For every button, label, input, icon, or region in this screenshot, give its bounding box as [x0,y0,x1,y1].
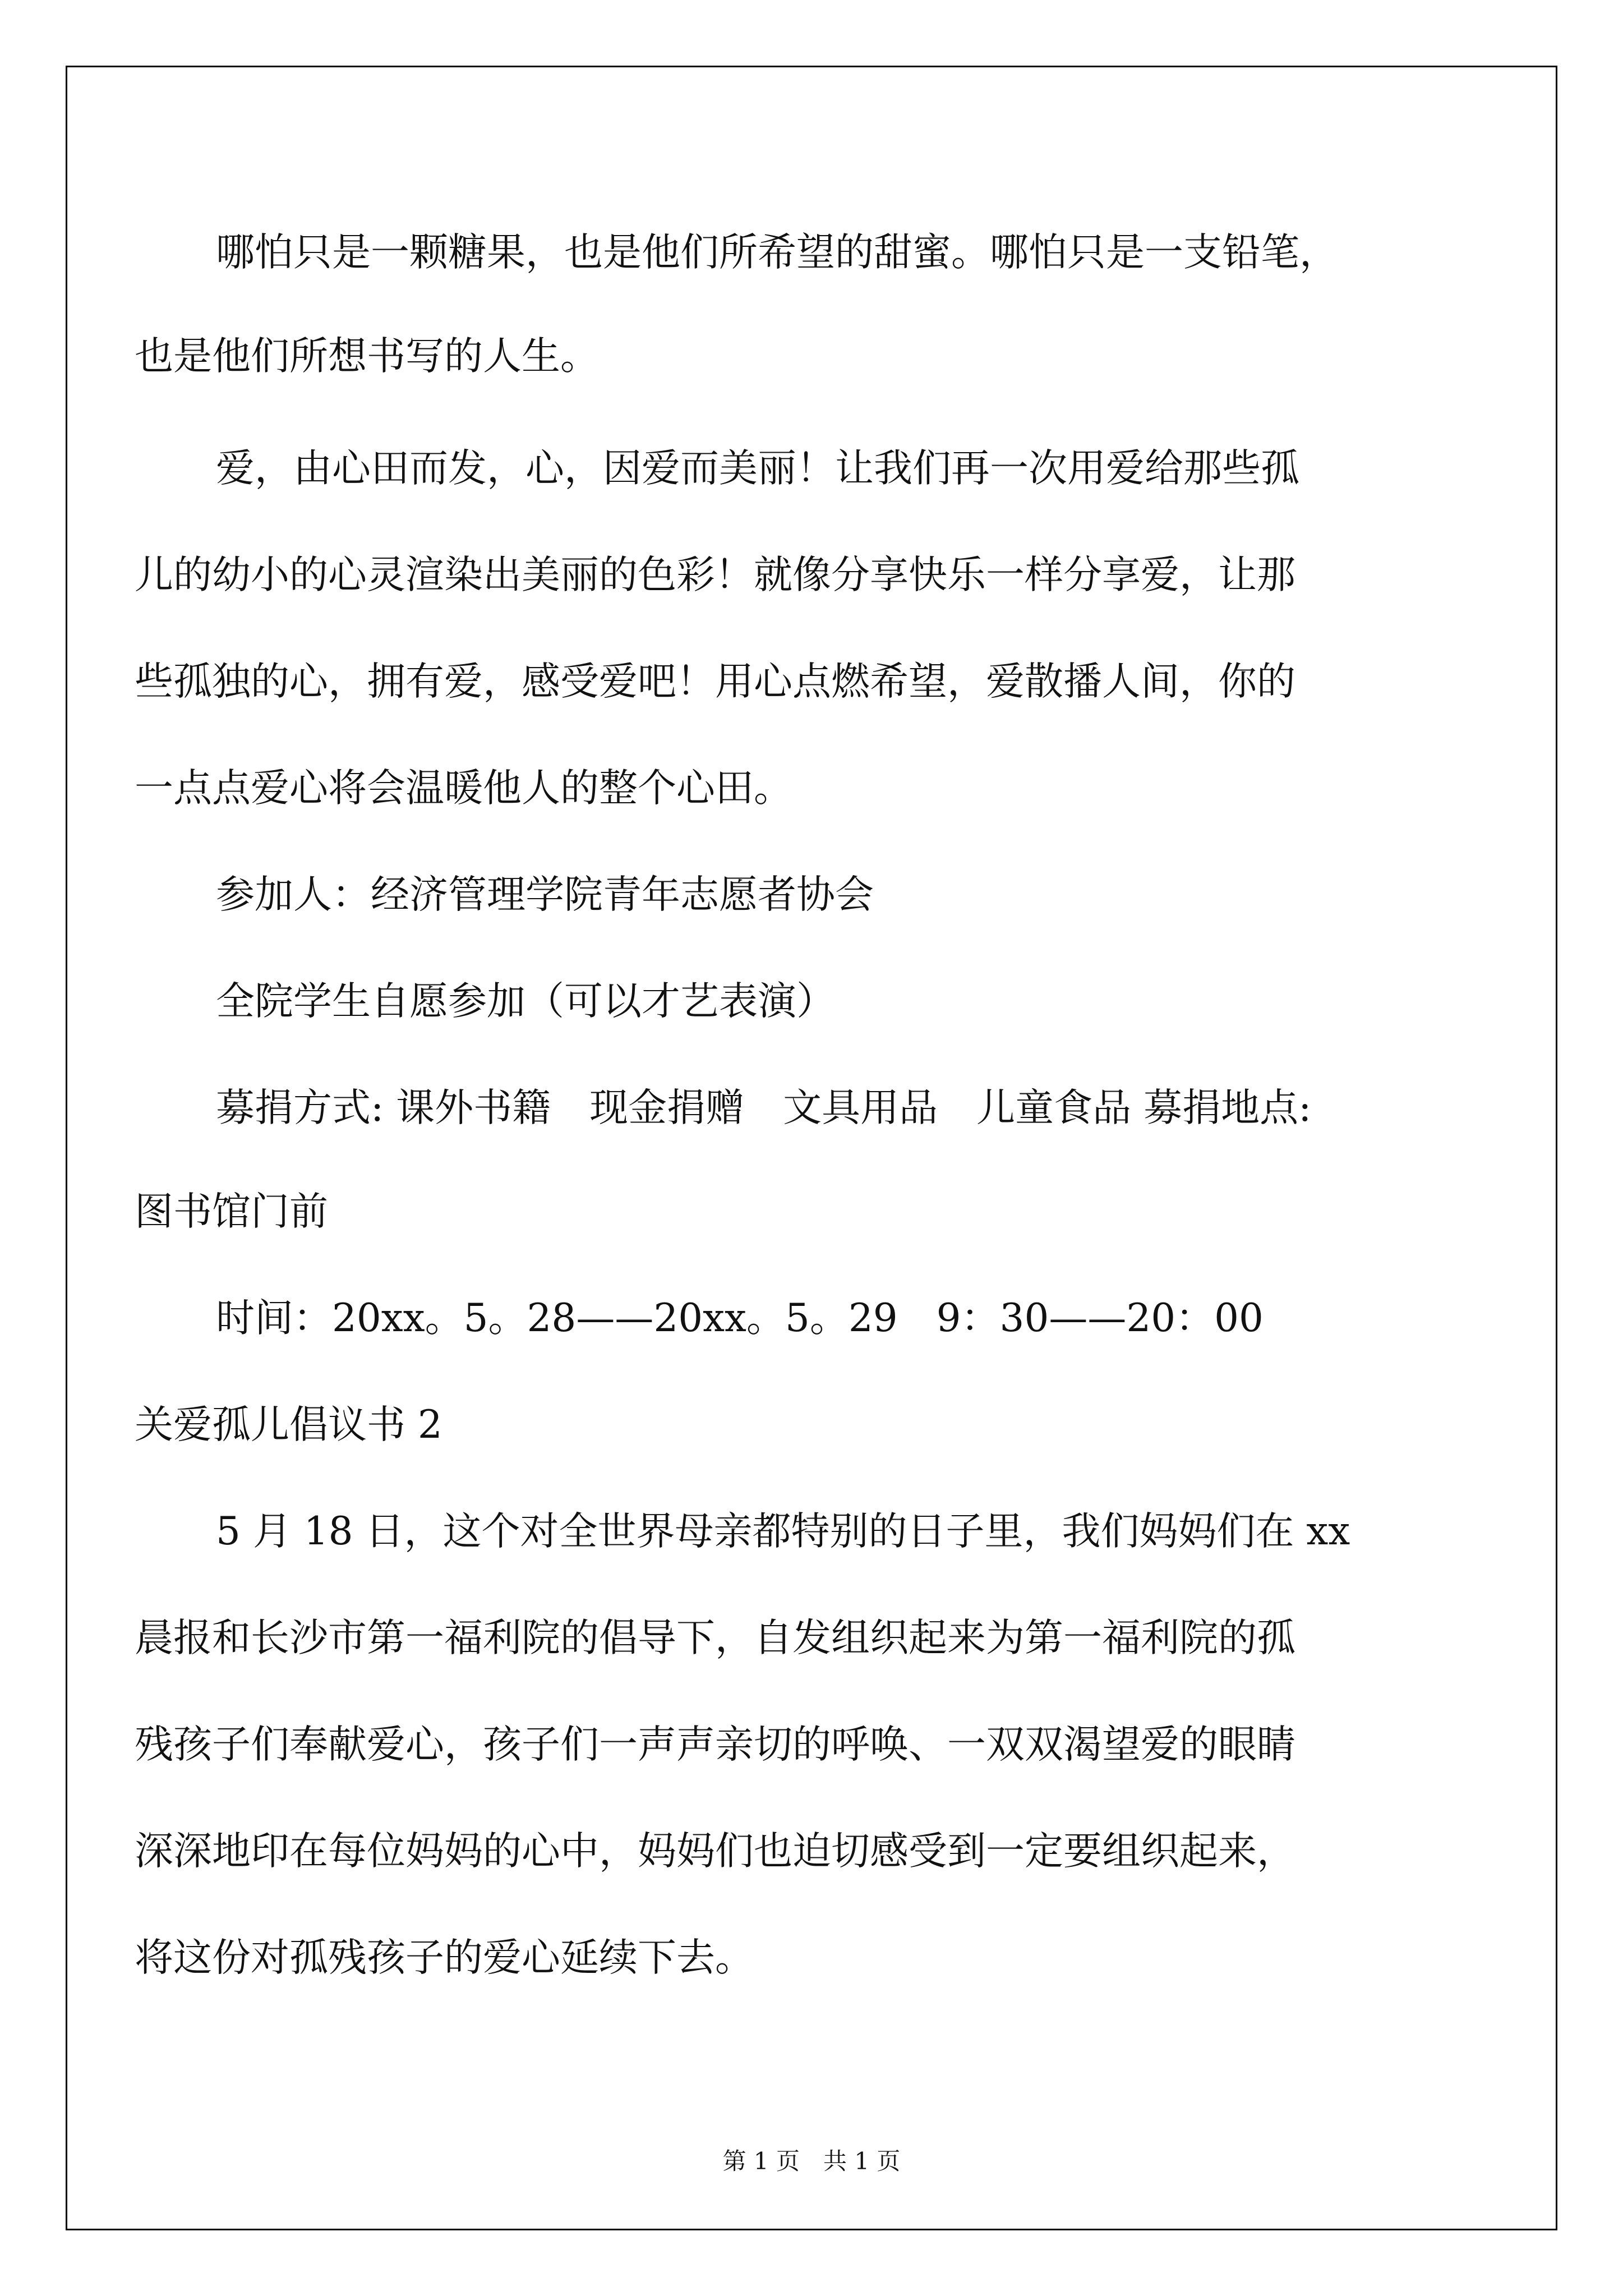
paragraph-line: 晨报和长沙市第一福利院的倡导下，自发组织起来为第一福利院的孤 [135,1616,1295,1660]
paragraph-line: 图书馆门前 [135,1189,328,1234]
paragraph-line: 将这份对孤残孩子的爱心延续下去。 [135,1935,754,1980]
paragraph-line: 些孤独的心，拥有爱，感受爱吧！用心点燃希望，爱散播人间，你的 [135,659,1295,704]
paragraph-line: 时间：20xx。5。28——20xx。5。29 9：30——20：00 [216,1296,1264,1341]
section-heading: 关爱孤儿倡议书 2 [135,1402,442,1447]
page-border [66,66,1557,2230]
paragraph-line: 哪怕只是一颗糖果，也是他们所希望的甜蜜。哪怕只是一支铅笔， [216,230,1338,275]
paragraph-line: 深深地印在每位妈妈的心中，妈妈们也迫切感受到一定要组织起来， [135,1829,1295,1874]
paragraph-line: 5 月 18 日，这个对全世界母亲都特别的日子里，我们妈妈们在 xx [216,1509,1350,1554]
page-footer: 第 1 页 共 1 页 [722,2147,901,2175]
paragraph-line: 残孩子们奉献爱心，孩子们一声声亲切的呼唤、一双双渴望爱的眼睛 [135,1722,1295,1767]
paragraph-line: 一点点爱心将会温暖他人的整个心田。 [135,766,792,811]
paragraph-line: 全院学生自愿参加（可以才艺表演） [216,979,835,1024]
paragraph-line: 参加人：经济管理学院青年志愿者协会 [216,872,874,917]
paragraph-line: 也是他们所想书写的人生。 [135,334,599,379]
paragraph-line: 爱，由心田而发，心，因爱而美丽！让我们再一次用爱给那些孤 [216,446,1299,491]
paragraph-line: 儿的幼小的心灵渲染出美丽的色彩！就像分享快乐一样分享爱，让那 [135,553,1295,597]
paragraph-line: 募捐方式: 课外书籍 现金捐赠 文具用品 儿童食品 募捐地点: [216,1085,1312,1130]
